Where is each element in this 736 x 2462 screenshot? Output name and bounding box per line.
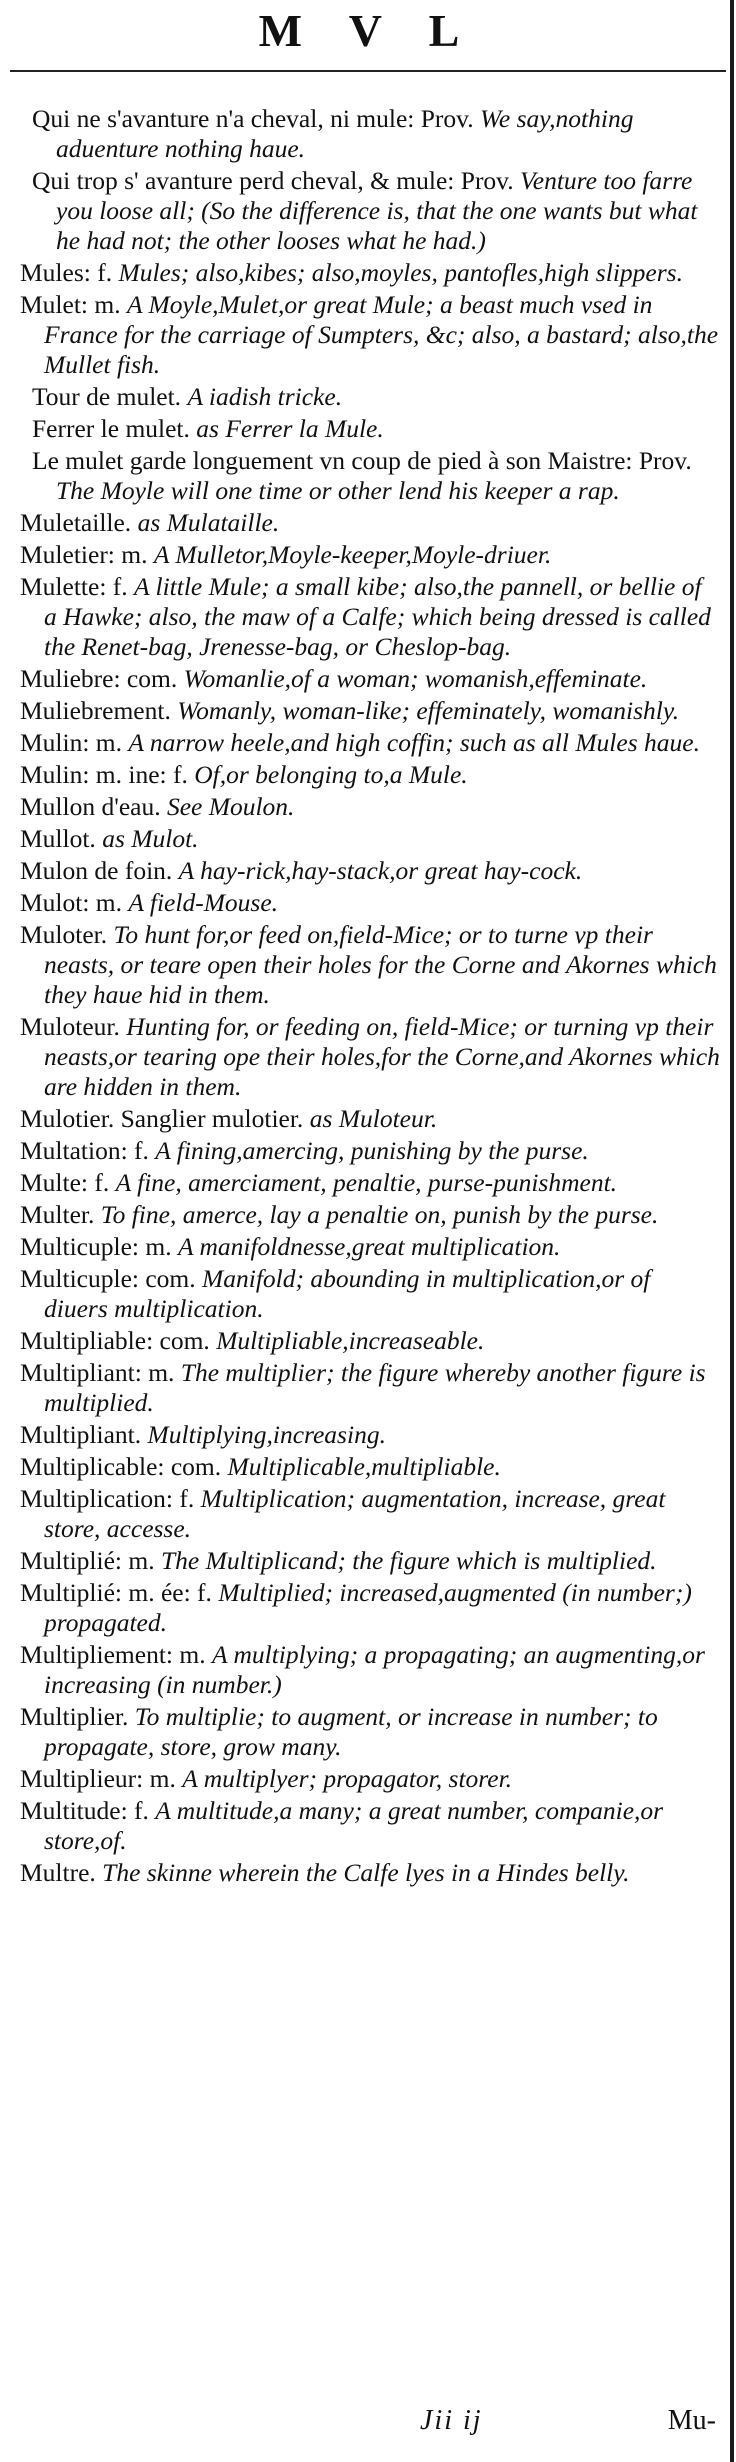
entry-headword: Multipliant. [20, 1420, 142, 1449]
entry-headword: Multipliant: m. [20, 1358, 175, 1387]
entry-definition: To hunt for,or feed on,field-Mice; or to turne vp their neasts, or teare open their holes for the Corne and Akornes which they haue hid in them. [44, 920, 717, 1009]
dictionary-entry [20, 1796, 720, 1856]
dictionary-entry [20, 508, 720, 538]
entry-definition: Multiplied; increased,augmented (in number;) propagated. [44, 1578, 692, 1637]
entry-definition: A narrow heele,and high coffin; such as all Mules haue. [128, 728, 700, 757]
entry-headword: Muloter. [20, 920, 108, 949]
entry-definition: A multiplyer; propagator, storer. [182, 1764, 513, 1793]
entry-definition: A Mulletor,Moyle-keeper,Moyle-driuer. [153, 540, 552, 569]
dictionary-entry [20, 1452, 720, 1482]
entry-headword: Tour de mulet. [32, 382, 182, 411]
header-rule [10, 70, 726, 72]
entry-definition: We say,nothing aduenture nothing haue. [56, 104, 634, 163]
entry-headword: Muliebrement. [20, 696, 171, 725]
entry-headword: Mulotier. Sanglier mulotier. [20, 1104, 304, 1133]
entry-definition: as Mulot. [102, 824, 199, 853]
dictionary-entry [20, 728, 720, 758]
entry-definition: A hay-rick,hay-stack,or great hay-cock. [178, 856, 583, 885]
entry-definition: The multiplier; the figure whereby another figure is multiplied. [44, 1358, 706, 1417]
entry-definition: A fine, amerciament, penaltie, purse-punishment. [115, 1168, 618, 1197]
entry-headword: Mullon d'eau. [20, 792, 161, 821]
entry-headword: Mulon de foin. [20, 856, 173, 885]
dictionary-entry [20, 166, 720, 256]
dictionary-entry [20, 540, 720, 570]
entry-headword: Multiplication: f. [20, 1484, 195, 1513]
entry-headword: Multation: f. [20, 1136, 149, 1165]
dictionary-entry [20, 572, 720, 662]
entry-headword: Mules: f. [20, 258, 113, 287]
dictionary-entry [20, 1858, 720, 1888]
dictionary-entry [20, 1136, 720, 1166]
entry-headword: Mullot. [20, 824, 96, 853]
entry-headword: Muletaille. [20, 508, 132, 537]
dictionary-entries [20, 104, 720, 1890]
dictionary-entry [20, 1640, 720, 1700]
entry-definition: A manifoldnesse,great multiplication. [177, 1232, 561, 1261]
dictionary-entry [20, 1764, 720, 1794]
dictionary-entry [20, 1168, 720, 1198]
dictionary-entry [20, 382, 720, 412]
entry-definition: Multiplicable,multipliable. [227, 1452, 501, 1481]
page-footer [0, 2405, 736, 2445]
entry-definition: A multitude,a many; a great number, companie,or store,of. [44, 1796, 664, 1855]
entry-definition: Womanly, woman-like; effeminately, womanishly. [177, 696, 680, 725]
dictionary-entry [20, 1264, 720, 1324]
dictionary-entry [20, 1484, 720, 1544]
entry-headword: Qui ne s'avanture n'a cheval, ni mule: Prov. [32, 104, 474, 133]
entry-definition: A multiplying; a propagating; an augmenting,or increasing (in number.) [44, 1640, 705, 1699]
page-header [0, 0, 736, 76]
entry-headword: Ferrer le mulet. [32, 414, 190, 443]
dictionary-entry [20, 1578, 720, 1638]
entry-headword: Muliebre: com. [20, 664, 178, 693]
dictionary-entry [20, 290, 720, 380]
entry-headword: Mulot: m. [20, 888, 123, 917]
entry-definition: Womanlie,of a woman; womanish,effeminate. [183, 664, 648, 693]
entry-definition: as Ferrer la Mule. [196, 414, 384, 443]
dictionary-entry [20, 1104, 720, 1134]
entry-definition: Of,or belonging to,a Mule. [194, 760, 468, 789]
entry-definition: A iadish tricke. [187, 382, 343, 411]
entry-headword: Mulin: m. [20, 728, 123, 757]
entry-headword: Multipliable: com. [20, 1326, 210, 1355]
dictionary-entry [20, 1200, 720, 1230]
dictionary-entry [20, 696, 720, 726]
dictionary-entry [20, 414, 720, 444]
entry-definition: The Multiplicand; the figure which is multiplied. [160, 1546, 657, 1575]
entry-headword: Multe: f. [20, 1168, 110, 1197]
entry-headword: Multiplieur: m. [20, 1764, 176, 1793]
entry-headword: Multiplicable: com. [20, 1452, 222, 1481]
entry-definition: To fine, amerce, lay a penaltie on, punish by the purse. [100, 1200, 659, 1229]
entry-headword: Mulette: f. [20, 572, 128, 601]
entry-headword: Multitude: f. [20, 1796, 149, 1825]
page-edge-shadow [730, 0, 734, 2462]
entry-definition: as Mulataille. [137, 508, 280, 537]
entry-headword: Qui trop s' avanture perd cheval, & mule: Prov. [32, 166, 514, 195]
dictionary-entry [20, 888, 720, 918]
dictionary-entry [20, 1546, 720, 1576]
entry-definition: Multipliable,increaseable. [216, 1326, 485, 1355]
dictionary-entry [20, 258, 720, 288]
dictionary-entry [20, 1420, 720, 1450]
dictionary-entry [20, 104, 720, 164]
dictionary-entry [20, 760, 720, 790]
entry-headword: Multre. [20, 1858, 96, 1887]
dictionary-entry [20, 1326, 720, 1356]
entry-headword: Multiplié: m. ée: f. [20, 1578, 212, 1607]
entry-definition: Mules; also,kibes; also,moyles, pantofles,high slippers. [118, 258, 683, 287]
dictionary-entry [20, 856, 720, 886]
dictionary-entry [20, 446, 720, 506]
dictionary-entry [20, 920, 720, 1010]
dictionary-entry [20, 1702, 720, 1762]
entry-definition: Venture too farre you loose all; (So the difference is, that the one wants but what he had not; the other looses what he had.) [56, 166, 698, 255]
dictionary-entry [20, 1012, 720, 1102]
entry-headword: Multiplier. [20, 1702, 129, 1731]
entry-definition: The skinne wherein the Calfe lyes in a Hindes belly. [102, 1858, 630, 1887]
dictionary-entry [20, 1358, 720, 1418]
dictionary-entry [20, 1232, 720, 1262]
catchword: Mu- [667, 2405, 716, 2436]
entry-headword: Multiplié: m. [20, 1546, 155, 1575]
entry-headword: Multicuple: m. [20, 1232, 172, 1261]
entry-definition: A field-Mouse. [128, 888, 279, 917]
entry-headword: Mulin: m. ine: f. [20, 760, 188, 789]
entry-definition: Manifold; abounding in multiplication,or of diuers multiplication. [44, 1264, 651, 1323]
entry-definition: Multiplication; augmentation, increase, great store, accesse. [44, 1484, 666, 1543]
entry-definition: Multiplying,increasing. [147, 1420, 386, 1449]
entry-definition: Hunting for, or feeding on, field-Mice; or turning vp their neasts,or tearing ope their holes,for the Corne,and Akornes which are hidden in them. [44, 1012, 720, 1101]
entry-definition: See Moulon. [166, 792, 295, 821]
entry-definition: To multiplie; to augment, or increase in number; to propagate, store, grow many. [44, 1702, 658, 1761]
dictionary-entry [20, 664, 720, 694]
entry-headword: Multipliement: m. [20, 1640, 206, 1669]
dictionary-entry [20, 792, 720, 822]
entry-headword: Muletier: m. [20, 540, 148, 569]
entry-headword: Multicuple: com. [20, 1264, 196, 1293]
entry-definition: as Muloteur. [309, 1104, 438, 1133]
entry-definition: The Moyle will one time or other lend his keeper a rap. [56, 476, 620, 505]
dictionary-entry [20, 824, 720, 854]
signature-mark: Jii ij [420, 2405, 483, 2436]
entry-headword: Mulet: m. [20, 290, 121, 319]
entry-headword: Muloteur. [20, 1012, 120, 1041]
entry-headword: Multer. [20, 1200, 95, 1229]
running-head: M V L [258, 5, 478, 56]
entry-headword: Le mulet garde longuement vn coup de pied à son Maistre: Prov. [32, 446, 692, 475]
entry-definition: A Moyle,Mulet,or great Mule; a beast much vsed in France for the carriage of Sumpters, &c; also, a bastard; also,the Mullet fish. [44, 290, 719, 379]
entry-definition: A fining,amercing, punishing by the purse. [155, 1136, 589, 1165]
entry-definition: A little Mule; a small kibe; also,the pannell, or bellie of a Hawke; also, the maw of a Calfe; which being dressed is called the Renet-bag, Jrenesse-bag, or Cheslop-bag. [44, 572, 711, 661]
